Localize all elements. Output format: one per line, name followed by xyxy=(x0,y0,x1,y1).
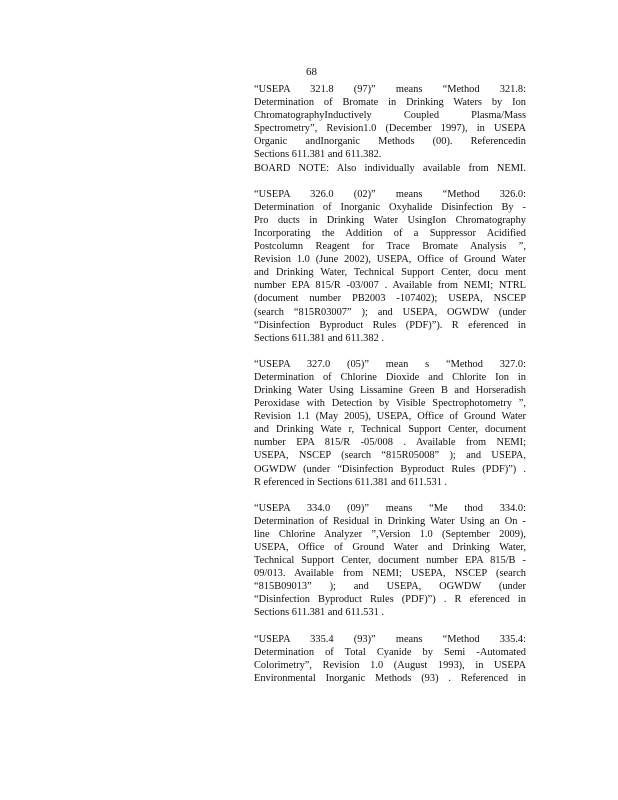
text-line: Incorporating the Addition of a Suppressor Acidified xyxy=(254,227,526,239)
text-line: line Chlorine Analyzer ”,Version 1.0 (September 2009), xyxy=(254,528,526,540)
text-line: Spectrometry”, Revision1.0 (December 1997), in USEPA xyxy=(254,123,526,135)
text-line: Determination of Bromate in Drinking Waters by Ion xyxy=(254,97,526,109)
text-line: Technical Support Center, document number EPA 815/B - xyxy=(254,555,526,567)
definition-usepa-321-8 xyxy=(254,83,526,175)
definition-usepa-335-4 xyxy=(254,633,526,685)
page-number: 68 xyxy=(306,66,317,78)
text-line: “USEPA 321.8 (97)” means “Method 321.8: xyxy=(254,84,526,95)
text-line: OGWDW (under “Disinfection Byproduct Rules (PDF)”) . xyxy=(254,463,526,475)
text-line: Colorimetry”, Revision 1.0 (August 1993), in USEPA xyxy=(254,659,526,671)
text-line: (document number PB2003 -107402); USEPA, NSCEP xyxy=(254,293,526,305)
text-line: Determination of Residual in Drinking Water Using an On - xyxy=(254,515,526,527)
text-line: R eferenced in Sections 611.381 and 611.531 . xyxy=(254,476,448,488)
text-line: “Disinfection Byproduct Rules (PDF)”) . R eferenced in xyxy=(254,594,526,606)
text-line: USEPA, Office of Ground Water and Drinking Water, xyxy=(254,542,526,553)
text-line: Peroxidase with Detection by Visible Spectrophotometry ”, xyxy=(254,398,526,410)
board-note: BOARD NOTE: Also individually available from NEMI. xyxy=(254,162,526,174)
text-line: Postcolumn Reagent for Trace Bromate Analysis ”, xyxy=(254,241,526,253)
text-line: Sections 611.381 and 611.531 . xyxy=(254,607,384,619)
text-line: ChromatographyInductively Coupled Plasma/Mass xyxy=(254,110,526,122)
text-line: number EPA 815/R -05/008 . Available from NEMI; xyxy=(254,437,526,449)
text-line: “USEPA 335.4 (93)” means “Method 335.4: xyxy=(254,633,526,645)
text-line: 09/013. Available from NEMI; USEPA, NSCEP (search xyxy=(254,568,526,580)
text-line: and Drinking Water, Technical Support Center, docu ment xyxy=(254,267,526,279)
text-line: Determination of Chlorine Dioxide and Chlorite Ion in xyxy=(254,371,526,383)
text-line: Pro ducts in Drinking Water UsingIon Chromatography xyxy=(254,214,526,226)
definition-usepa-334-0 xyxy=(254,502,526,620)
text-line: (search “815R03007” ); and USEPA, OGWDW (under xyxy=(254,306,526,318)
document-body xyxy=(254,83,526,698)
text-line: Revision 1.0 (June 2002), USEPA, Office of Ground Water xyxy=(254,254,526,266)
text-line: Sections 611.381 and 611.382 . xyxy=(254,332,384,344)
text-line: Determination of Total Cyanide by Semi -Automated xyxy=(254,646,526,658)
text-line: Revision 1.1 (May 2005), USEPA, Office of Ground Water xyxy=(254,411,526,423)
text-line: “USEPA 334.0 (09)” means “Me thod 334.0: xyxy=(254,502,526,514)
text-line: Sections 611.381 and 611.382. xyxy=(254,149,382,161)
text-line: “USEPA 326.0 (02)” means “Method 326.0: xyxy=(254,188,526,200)
text-line: “815B09013” ); and USEPA, OGWDW (under xyxy=(254,581,526,593)
text-line: Environmental Inorganic Methods (93) . Referenced in xyxy=(254,672,526,684)
text-line: Determination of Inorganic Oxyhalide Disinfection By - xyxy=(254,201,526,213)
definition-usepa-326-0 xyxy=(254,188,526,345)
text-line: “Disinfection Byproduct Rules (PDF)”). R eferenced in xyxy=(254,319,526,331)
text-line: USEPA, NSCEP (search “815R05008” ); and USEPA, xyxy=(254,450,526,462)
text-line: “USEPA 327.0 (05)” mean s “Method 327.0: xyxy=(254,358,526,370)
text-line: and Drinking Wate r, Technical Support Center, document xyxy=(254,424,526,436)
text-line: number EPA 815/R -03/007 . Available from NEMI; NTRL xyxy=(254,280,526,292)
definition-usepa-327-0 xyxy=(254,358,526,489)
text-line: Organic andInorganic Methods (00). Referencedin xyxy=(254,136,526,148)
text-line: Drinking Water Using Lissamine Green B and Horseradish xyxy=(254,384,526,396)
